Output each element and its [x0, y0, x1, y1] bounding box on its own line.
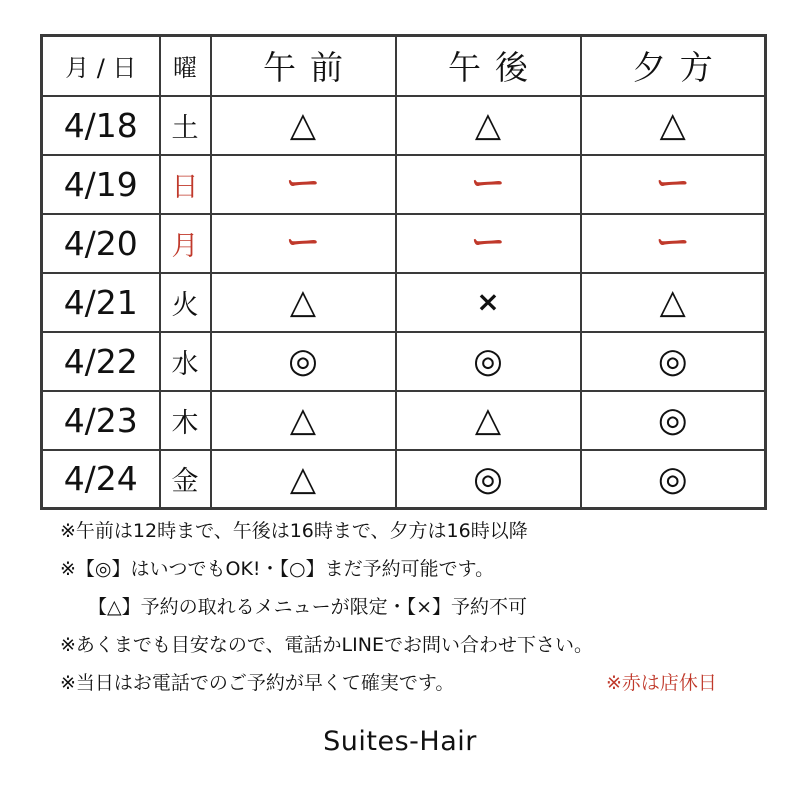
weekday-cell: 金 — [160, 450, 211, 509]
note-same-day-text: ※当日はお電話でのご予約が早くて確実です。 — [60, 672, 455, 694]
morning-column-header: 午前 — [211, 36, 396, 96]
table-row — [42, 214, 766, 273]
table-row — [42, 391, 766, 450]
table-row — [42, 155, 766, 214]
date-cell: 4/22 — [42, 332, 160, 391]
note-closed-day: ※赤は店休日 — [606, 672, 717, 694]
limited-mark: △ — [289, 400, 317, 440]
afternoon-availability-cell — [396, 391, 581, 450]
date-cell: 4/19 — [42, 155, 160, 214]
date-cell: 4/20 — [42, 214, 160, 273]
weekday-column-header: 曜 — [160, 36, 211, 96]
unavailable-mark: × — [476, 285, 500, 318]
morning-availability-cell — [211, 214, 396, 273]
available-mark: ◎ — [657, 341, 688, 381]
limited-mark: △ — [289, 458, 317, 499]
evening-availability-cell — [581, 96, 766, 155]
closed-mark: ー — [286, 223, 320, 263]
evening-availability-cell — [581, 155, 766, 214]
weekday-cell: 土 — [160, 96, 211, 155]
weekday-cell: 水 — [160, 332, 211, 391]
table-row — [42, 332, 766, 391]
note-symbol-legend-2: 【△】予約の取れるメニューが限定・【×】予約不可 — [88, 596, 528, 618]
brand-name: Suites-Hair — [323, 726, 477, 757]
limited-mark: △ — [289, 282, 317, 322]
date-cell: 4/18 — [42, 96, 160, 155]
afternoon-availability-cell — [396, 214, 581, 273]
note-same-day — [60, 664, 780, 702]
limited-mark: △ — [659, 282, 686, 322]
note-contact: ※あくまでも目安なので、電話かLINEでお問い合わせ下さい。 — [60, 634, 593, 656]
morning-availability-cell — [211, 391, 396, 450]
afternoon-availability-cell — [396, 96, 581, 155]
evening-column-header: 夕方 — [581, 36, 766, 96]
evening-availability-cell — [581, 450, 766, 509]
evening-availability-cell — [581, 391, 766, 450]
morning-availability-cell — [211, 332, 396, 391]
afternoon-availability-cell — [396, 155, 581, 214]
note-time-ranges: ※午前は12時まで、午後は16時まで、夕方は16時以降 — [60, 520, 528, 542]
closed-mark: ー — [655, 223, 690, 263]
header-row — [42, 36, 766, 96]
closed-mark: ー — [286, 164, 320, 204]
schedule-table — [40, 34, 767, 510]
weekday-cell: 日 — [160, 155, 211, 214]
morning-availability-cell — [211, 273, 396, 332]
weekday-cell: 月 — [160, 214, 211, 273]
notes — [60, 512, 780, 702]
closed-mark: ー — [471, 164, 505, 204]
morning-availability-cell — [211, 450, 396, 509]
evening-availability-cell — [581, 273, 766, 332]
available-mark: ◎ — [473, 341, 503, 381]
date-cell: 4/23 — [42, 391, 160, 450]
afternoon-availability-cell — [396, 273, 581, 332]
weekday-cell: 木 — [160, 391, 211, 450]
closed-mark: ー — [471, 223, 505, 263]
limited-mark: △ — [474, 400, 502, 440]
closed-mark: ー — [655, 164, 690, 204]
morning-availability-cell — [211, 155, 396, 214]
date-cell: 4/24 — [42, 450, 160, 509]
schedule-body — [42, 96, 766, 509]
available-mark: ◎ — [657, 400, 688, 440]
evening-availability-cell — [581, 214, 766, 273]
date-column-header: 月 / 日 — [42, 36, 160, 96]
weekday-cell: 火 — [160, 273, 211, 332]
afternoon-column-header: 午後 — [396, 36, 581, 96]
table-row — [42, 96, 766, 155]
available-mark: ◎ — [288, 341, 318, 381]
available-mark: ◎ — [657, 458, 688, 499]
limited-mark: △ — [289, 105, 317, 145]
limited-mark: △ — [474, 105, 502, 145]
limited-mark: △ — [659, 105, 686, 145]
date-cell: 4/21 — [42, 273, 160, 332]
note-symbol-legend-1: ※【◎】はいつでもOK!・【○】まだ予約可能です。 — [60, 558, 495, 580]
evening-availability-cell — [581, 332, 766, 391]
table-row — [42, 450, 766, 509]
morning-availability-cell — [211, 96, 396, 155]
afternoon-availability-cell — [396, 332, 581, 391]
afternoon-availability-cell — [396, 450, 581, 509]
available-mark: ◎ — [473, 458, 503, 499]
table-row — [42, 273, 766, 332]
